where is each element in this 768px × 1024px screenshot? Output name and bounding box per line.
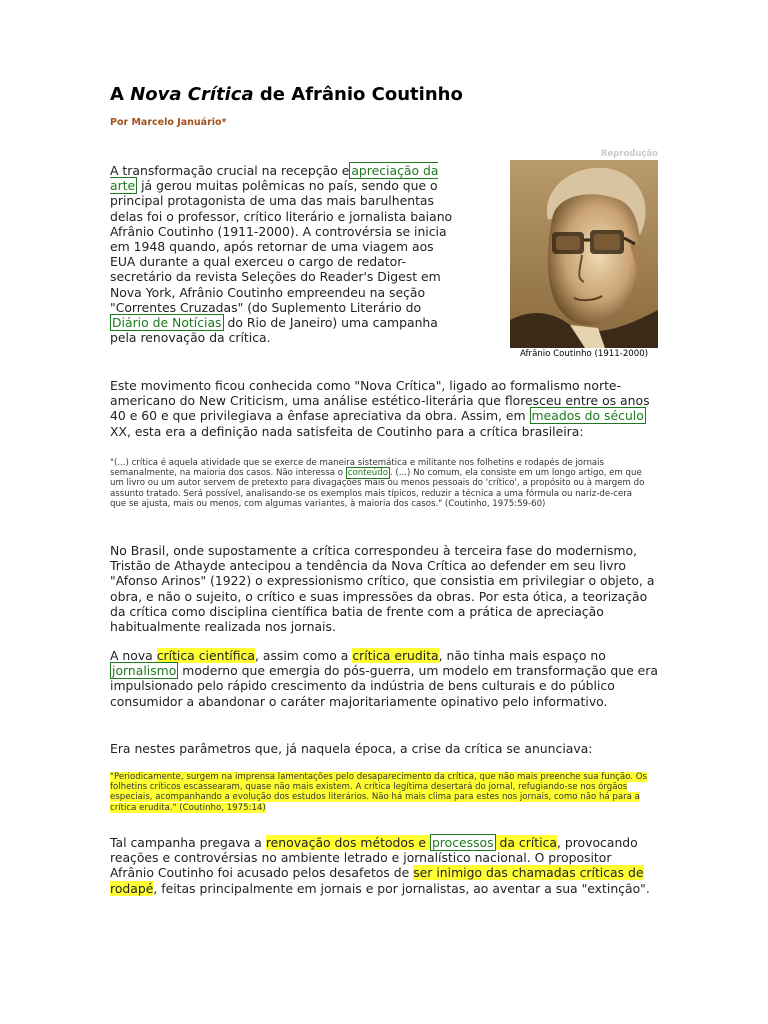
highlight-da-critica: da crítica bbox=[495, 835, 557, 850]
p6-text-a: Tal campanha pregava a bbox=[110, 835, 266, 850]
quote-1 bbox=[110, 458, 650, 509]
p1-text-b: já gerou muitas polêmicas no país, sendo que o principal protagonista de uma das mais barulhentas delas foi o professor, crítico literário e jornalista baiano Afrânio Coutinho (1911-2000). A controvérsia se inicia em 1948 quando, após retornar de uma viagem aos EUA durante a qual exerceu o cargo de redator-secretário da revista Seleções do Reader's Digest em Nova York, Afrânio Coutinho empreendeu na seção "Correntes Cruzadas" (do Suplemento Literário do bbox=[110, 178, 453, 315]
paragraph-3: No Brasil, onde supostamente a crítica correspondeu à terceira fase do modernismo, Tristão de Athayde antecipou a tendência da Nova Crítica ao defender em seu livro "Afonso Arinos" (1922) o expressionismo crítico, que consistia em privilegiar o objeto, a obra, e não o sujeito, o crítico e suas impressões da obras. Por esta ótica, a teorização da crítica como disciplina científica batia de frente com a prática de apreciação habitualmente realizada nos jornais. bbox=[110, 543, 655, 635]
author-byline: Por Marcelo Januário* bbox=[110, 117, 227, 128]
image-credit: Reprodução bbox=[600, 149, 658, 159]
paragraph-2 bbox=[110, 378, 658, 439]
photo-caption: Afrânio Coutinho (1911-2000) bbox=[519, 349, 649, 359]
quote2-highlighted-text: "Periodicamente, surgem na imprensa lamentações pelo desaparecimento da crítica, que não mais preenche sua função. Os folhetins críticos escassearam, quase não mais existem. A crítica legítima desertará do jornal, refugiando-se nos órgãos especiais, acompanhando a evolução dos estudos literários. Não há mais clima para estes nos jornais, como não há para a crítica erudita." (Coutinho, 1975:14) bbox=[110, 772, 647, 813]
p4-text-d: moderno que emergia do pós-guerra, um modelo em transformação que era impulsionado pelo rápido crescimento da indústria de bens culturais e do público consumidor a abandonar o caráter majoritariamente opinativo pelo informativo. bbox=[110, 663, 658, 709]
paragraph-6 bbox=[110, 835, 658, 896]
highlight-inimigo-rodape: ser inimigo das chamadas críticas de rodapé bbox=[110, 865, 644, 896]
link-apreciacao-da-arte[interactable]: apreciação da arte bbox=[110, 163, 439, 194]
author-photo bbox=[510, 160, 658, 348]
paragraph-5: Era nestes parâmetros que, já naquela época, a crise da crítica se anunciava: bbox=[110, 741, 593, 756]
highlight-critica-cientifica: crítica científica bbox=[156, 648, 255, 663]
p2-text-a: Este movimento ficou conhecida como "Nova Crítica", ligado ao formalismo norte-americano do New Criticism, uma análise estético-literária que floresceu entre os anos 40 e 60 e que privilegiava a ênfase apreciativa da obra. Assim, em bbox=[110, 378, 650, 424]
quote-2 bbox=[110, 772, 650, 813]
p2-text-b: XX, esta era a definição nada satisfeita de Coutinho para a crítica brasileira: bbox=[110, 423, 584, 439]
p1-text-a: A transformação crucial na recepção e bbox=[110, 163, 350, 178]
highlight-renovacao: renovação dos métodos e bbox=[265, 835, 430, 850]
p6-text-b: , provocando reações e controvérsias no ambiente letrado e jornalístico nacional. O propositor Afrânio Coutinho foi acusado pelos desafetos de bbox=[110, 835, 638, 881]
quote1-text-b: . (...) No comum, ela consiste em um longo artigo, em que um livro ou um autor servem de pretexto para divagações mais ou menos pessoais do 'crítico', a propósito ou à margem do assunto tratado. Será possível, analisando-se os exemplos mais típicos, reduzir a técnica a uma fórmula ou nariz-de-cera que se ajusta, mais ou menos, com algumas variantes, à maioria dos casos." (Coutinho, 1975:59-60) bbox=[110, 468, 645, 509]
p4-text-a: A nova bbox=[110, 648, 157, 663]
paragraph-1 bbox=[110, 163, 455, 345]
p1-text-c: do Rio de Janeiro) uma campanha pela renovação da crítica. bbox=[110, 315, 438, 346]
paragraph-4 bbox=[110, 648, 658, 709]
p4-text-b: , assim como a bbox=[254, 648, 353, 663]
title-part-2: de Afrânio Coutinho bbox=[253, 84, 463, 105]
link-conteudo[interactable]: conteúdo bbox=[347, 468, 388, 479]
link-meados-do-seculo[interactable]: meados do século bbox=[531, 408, 644, 424]
link-processos[interactable]: processos bbox=[431, 835, 494, 850]
link-jornalismo[interactable]: jornalismo bbox=[112, 663, 177, 679]
title-part-1: A bbox=[110, 84, 131, 105]
article-title bbox=[110, 84, 463, 105]
highlight-critica-erudita: crítica erudita bbox=[352, 648, 439, 663]
p6-text-c: , feitas principalmente em jornais e por jornalistas, ao aventar a sua "extinção". bbox=[153, 880, 650, 896]
quote1-text-a: "(...) crítica é aquela atividade que se exerce de maneira sistemática e militante nos folhetins e rodapés de jornais semanalmente, na maioria dos casos. Não interessa o bbox=[110, 458, 605, 479]
p4-text-c: , não tinha mais espaço no bbox=[438, 648, 606, 663]
link-diario-de-noticias[interactable]: Diário de Notícias bbox=[112, 315, 222, 331]
author-figure bbox=[510, 148, 658, 359]
title-italic: Nova Crítica bbox=[130, 84, 254, 105]
